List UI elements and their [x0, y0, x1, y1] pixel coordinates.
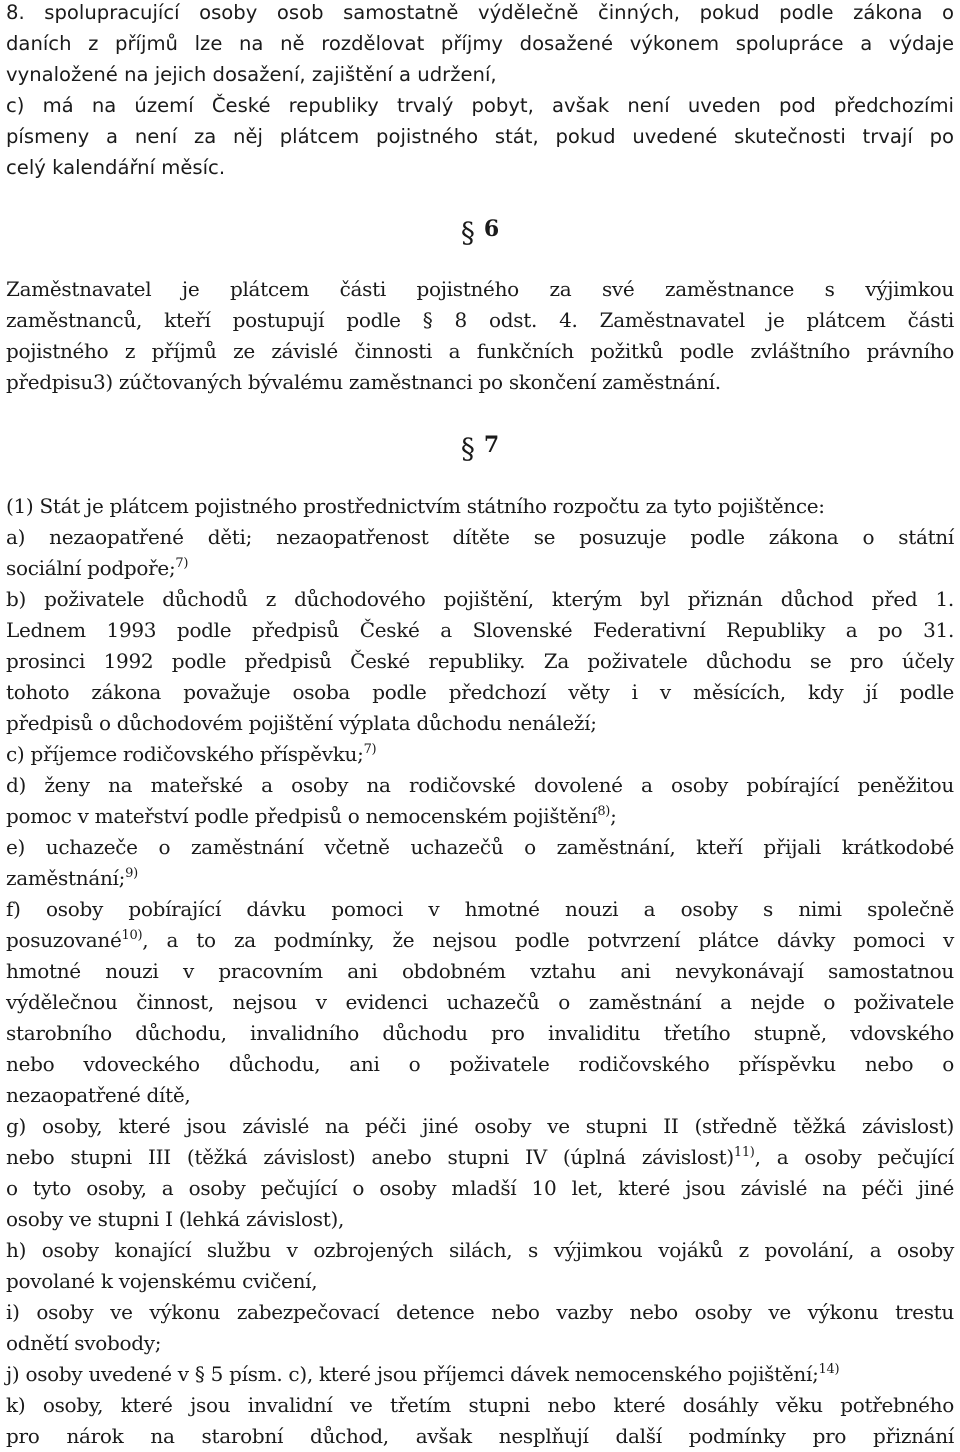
line-text: h) osoby konající službu v ozbrojených silách, s výjimkou vojáků z povolání, a osoby	[6, 1238, 954, 1262]
line-text: a) nezaopatřené děti; nezaopatřenost dítěte se posuzuje podle zákona o státní	[6, 525, 954, 549]
text-line: daních z příjmů lze na ně rozdělovat příjmy dosažené výkonem spolupráce a výdaje	[6, 32, 954, 55]
line-text: ;	[610, 804, 617, 828]
text-line	[6, 1328, 954, 1359]
line-text: c) příjemce rodičovského příspěvku;	[6, 742, 364, 766]
text-line	[6, 832, 954, 863]
text-line	[6, 739, 954, 770]
footnote-reference: 9)	[125, 866, 138, 881]
text-line	[6, 1173, 954, 1204]
text-line	[6, 553, 954, 584]
text-line	[6, 522, 954, 553]
line-text: (1) Stát je plátcem pojistného prostřednictvím státního rozpočtu za tyto pojištěnce:	[6, 494, 825, 518]
line-text: b) poživatele důchodů z důchodového pojištění, kterým byl přiznán důchod před 1.	[6, 587, 954, 611]
line-text: pro nárok na starobní důchod, avšak nesplňují další podmínky pro přiznání	[6, 1424, 954, 1448]
text-line	[6, 956, 954, 987]
text-line	[6, 615, 954, 646]
line-text: hmotné nouzi v pracovním ani obdobném vztahu ani nevykonávají samostatnou	[6, 959, 954, 983]
footnote-reference: 14)	[818, 1362, 840, 1377]
line-text: i) osoby ve výkonu zabezpečovací detence nebo vazby nebo osoby ve výkonu trestu	[6, 1300, 954, 1324]
text-line: 8. spolupracující osoby osob samostatně výdělečně činných, pokud podle zákona o	[6, 1, 954, 24]
text-line	[6, 863, 954, 894]
footnote-reference: 11)	[733, 1145, 755, 1160]
line-text: nebo stupni III (těžká závislost) anebo stupni IV (úplná závislost)	[6, 1145, 734, 1169]
line-text: zaměstnání;	[6, 866, 126, 890]
text-line	[6, 987, 954, 1018]
line-text: předpisů o důchodovém pojištění výplata důchodu nenáleží;	[6, 711, 597, 735]
line-text: pomoc v mateřství podle předpisů o nemocenském pojištění	[6, 804, 598, 828]
text-line	[6, 1142, 954, 1173]
paragraph-symbol: §	[460, 216, 475, 249]
line-text: tohoto zákona považuje osoba podle předchozí věty i v měsících, kdy jí podle	[6, 680, 954, 704]
line-text: j) osoby uvedené v § 5 písm. c), které jsou příjemci dávek nemocenského pojištění;	[6, 1362, 819, 1386]
text-line	[6, 1390, 954, 1421]
text-line: předpisu3) zúčtovaných bývalému zaměstnanci po skončení zaměstnání.	[6, 370, 721, 394]
line-text: nezaopatřené dítě,	[6, 1083, 191, 1107]
text-line	[6, 1080, 954, 1111]
text-line	[6, 646, 954, 677]
text-line	[6, 1018, 954, 1049]
line-text: nebo vdoveckého důchodu, ani o poživatele rodičovského příspěvku nebo o	[6, 1052, 954, 1076]
text-line	[6, 584, 954, 615]
line-text: výdělečnou činnost, nejsou v evidenci uchazečů o zaměstnání a nejde o poživatele	[6, 990, 954, 1014]
text-line: pojistného z příjmů ze závislé činnosti a funkčních požitků podle zvláštního právního	[6, 339, 954, 363]
section-number: 6	[483, 216, 500, 242]
text-line: c) má na území České republiky trvalý pobyt, avšak není uveden pod předchozími	[6, 94, 954, 117]
line-text: posuzované	[6, 928, 122, 952]
text-line	[6, 491, 954, 522]
text-line	[6, 1359, 954, 1390]
line-text: d) ženy na mateřské a osoby na rodičovské dovolené a osoby pobírající peněžitou	[6, 773, 954, 797]
text-line: Zaměstnavatel je plátcem části pojistného za své zaměstnance s výjimkou	[6, 277, 954, 301]
line-text: sociální podpoře;	[6, 556, 176, 580]
line-text: , a to za podmínky, že nejsou podle potvrzení plátce dávky pomoci v	[142, 928, 954, 952]
line-text: f) osoby pobírající dávku pomoci v hmotné nouzi a osoby s nimi společně	[6, 897, 954, 921]
line-text: , a osoby pečující	[754, 1145, 954, 1169]
line-text: starobního důchodu, invalidního důchodu pro invaliditu třetího stupně, vdovského	[6, 1021, 954, 1045]
line-text: osoby ve stupni I (lehká závislost),	[6, 1207, 345, 1231]
text-line	[6, 894, 954, 925]
line-text: Lednem 1993 podle předpisů České a Slovenské Federativní Republiky a po 31.	[6, 618, 954, 642]
text-line	[6, 708, 954, 739]
footnote-reference: 7)	[363, 742, 377, 757]
text-line	[6, 801, 954, 832]
text-line	[6, 1235, 954, 1266]
line-text: g) osoby, které jsou závislé na péči jiné osoby ve stupni II (středně těžká závislost)	[6, 1114, 954, 1138]
text-line	[6, 770, 954, 801]
line-text: k) osoby, které jsou invalidní ve třetím stupni nebo které dosáhly věku potřebného	[6, 1393, 954, 1417]
text-line	[6, 677, 954, 708]
footnote-reference: 7)	[175, 556, 189, 571]
section-heading	[6, 428, 954, 465]
text-line	[6, 1049, 954, 1080]
text-line	[6, 1297, 954, 1328]
text-line: zaměstnanců, kteří postupují podle § 8 odst. 4. Zaměstnavatel je plátcem části	[6, 308, 954, 332]
footnote-reference: 8)	[597, 804, 611, 819]
text-line: vynaložené na jejich dosažení, zajištění a udržení,	[6, 63, 497, 86]
text-line	[6, 1421, 954, 1452]
line-text: o tyto osoby, a osoby pečující o osoby mladší 10 let, které jsou závislé na péči jiné	[6, 1176, 954, 1200]
text-line	[6, 1266, 954, 1297]
text-line: písmeny a není za něj plátcem pojistného stát, pokud uvedené skutečnosti trvají po	[6, 125, 954, 148]
line-text: prosinci 1992 podle předpisů České republiky. Za poživatele důchodu se pro účely	[6, 649, 954, 673]
paragraph-symbol: §	[460, 432, 475, 465]
text-line: celý kalendářní měsíc.	[6, 156, 226, 179]
text-line	[6, 1204, 954, 1235]
line-text: e) uchazeče o zaměstnání včetně uchazečů o zaměstnání, kteří přijali krátkodobé	[6, 835, 954, 859]
line-text: odnětí svobody;	[6, 1331, 162, 1355]
line-text: povolané k vojenskému cvičení,	[6, 1269, 318, 1293]
footnote-reference: 10)	[121, 928, 143, 943]
section-number: 7	[483, 432, 500, 458]
text-line	[6, 925, 954, 956]
section-heading	[6, 212, 954, 249]
text-line	[6, 1111, 954, 1142]
